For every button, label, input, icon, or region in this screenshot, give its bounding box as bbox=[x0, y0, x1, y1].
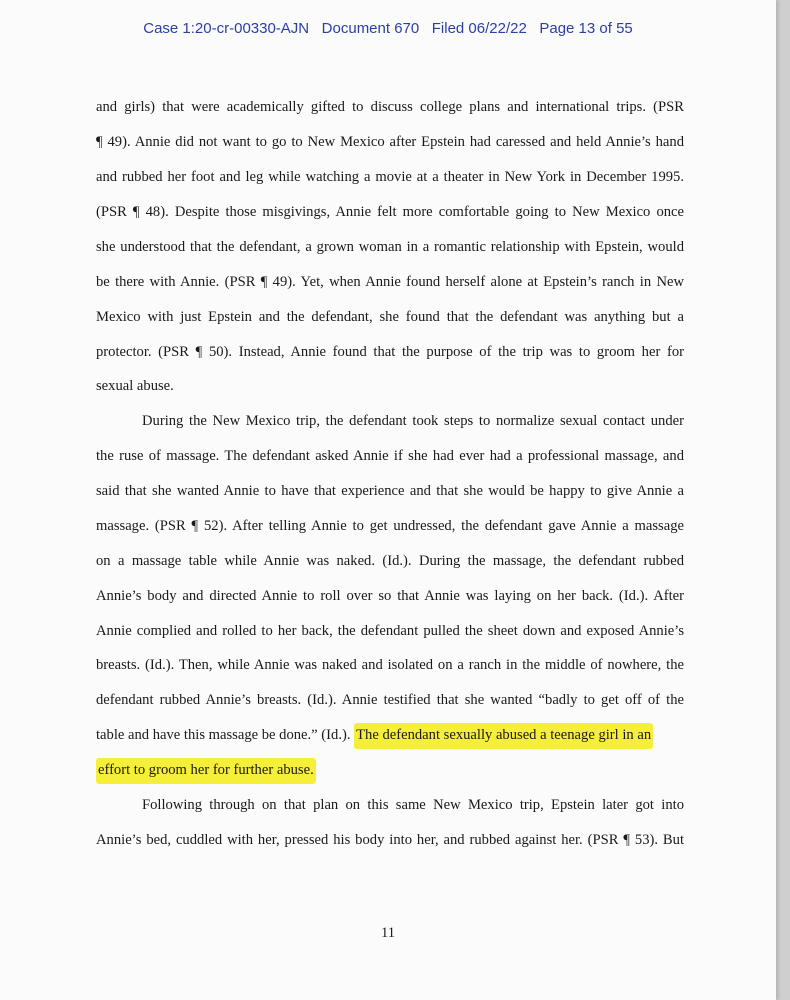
body-line-5: she understood that the defendant, a grown woman in a romantic relationship with Epstein, would bbox=[96, 239, 684, 255]
body-line-1: and girls) that were academically gifted to discuss college plans and international trips. (PSR bbox=[96, 99, 684, 115]
case-number: Case 1:20-cr-00330-AJN bbox=[143, 20, 310, 37]
body-line-17: breasts. (Id.). Then, while Annie was naked and isolated on a ranch in the middle of nowhere, the bbox=[96, 657, 684, 673]
body-line-8: protector. (PSR ¶ 50). Instead, Annie found that the purpose of the trip was to groom her for bbox=[96, 344, 684, 360]
body-line-20 bbox=[96, 761, 684, 779]
body-line-14: on a massage table while Annie was naked. (Id.). During the massage, the defendant rubbed bbox=[96, 553, 684, 569]
body-line-2: ¶ 49). Annie did not want to go to New Mexico after Epstein had caressed and held Annie’s hand bbox=[96, 134, 684, 150]
body-line-4: (PSR ¶ 48). Despite those misgivings, Annie felt more comfortable going to New Mexico once bbox=[96, 204, 684, 220]
body-line-19-text: table and have this massage be done.” (Id.). bbox=[96, 727, 355, 743]
body-line-22: Annie’s bed, cuddled with her, pressed his body into her, and rubbed against her. (PSR ¶ 53). But bbox=[96, 832, 684, 848]
body-line-12: said that she wanted Annie to have that experience and that she would be happy to give Annie a bbox=[96, 483, 684, 499]
page-number: 11 bbox=[380, 925, 396, 941]
body-line-15: Annie’s body and directed Annie to roll over so that Annie was laying on her back. (Id.). After bbox=[96, 588, 684, 604]
body-line-3: and rubbed her foot and leg while watching a movie at a theater in New York in December 1995. bbox=[96, 169, 684, 185]
body-line-13: massage. (PSR ¶ 52). After telling Annie to get undressed, the defendant gave Annie a massage bbox=[96, 518, 684, 534]
body-line-21: Following through on that plan on this same New Mexico trip, Epstein later got into bbox=[142, 797, 684, 813]
filed-date: Filed 06/22/22 bbox=[431, 20, 527, 37]
body-line-19 bbox=[96, 726, 684, 744]
body-line-9: sexual abuse. bbox=[96, 378, 174, 394]
page-indicator: Page 13 of 55 bbox=[539, 20, 633, 37]
body-line-18: defendant rubbed Annie’s breasts. (Id.). Annie testified that she wanted “badly to get off of the bbox=[96, 692, 684, 708]
document-number: Document 670 bbox=[321, 20, 420, 37]
highlighted-passage-continued: effort to groom her for further abuse. bbox=[96, 758, 316, 784]
body-line-10: During the New Mexico trip, the defendant took steps to normalize sexual contact under bbox=[142, 413, 684, 429]
highlighted-passage: The defendant sexually abused a teenage girl in an bbox=[354, 723, 653, 749]
body-line-6: be there with Annie. (PSR ¶ 49). Yet, when Annie found herself alone at Epstein’s ranch in New bbox=[96, 274, 684, 290]
body-line-11: the ruse of massage. The defendant asked Annie if she had ever had a professional massage, and bbox=[96, 448, 684, 464]
court-filing-header bbox=[0, 20, 776, 37]
body-line-7: Mexico with just Epstein and the defendant, she found that the defendant was anything but a bbox=[96, 309, 684, 325]
body-line-16: Annie complied and rolled to her back, the defendant pulled the sheet down and exposed Annie’s bbox=[96, 623, 684, 639]
